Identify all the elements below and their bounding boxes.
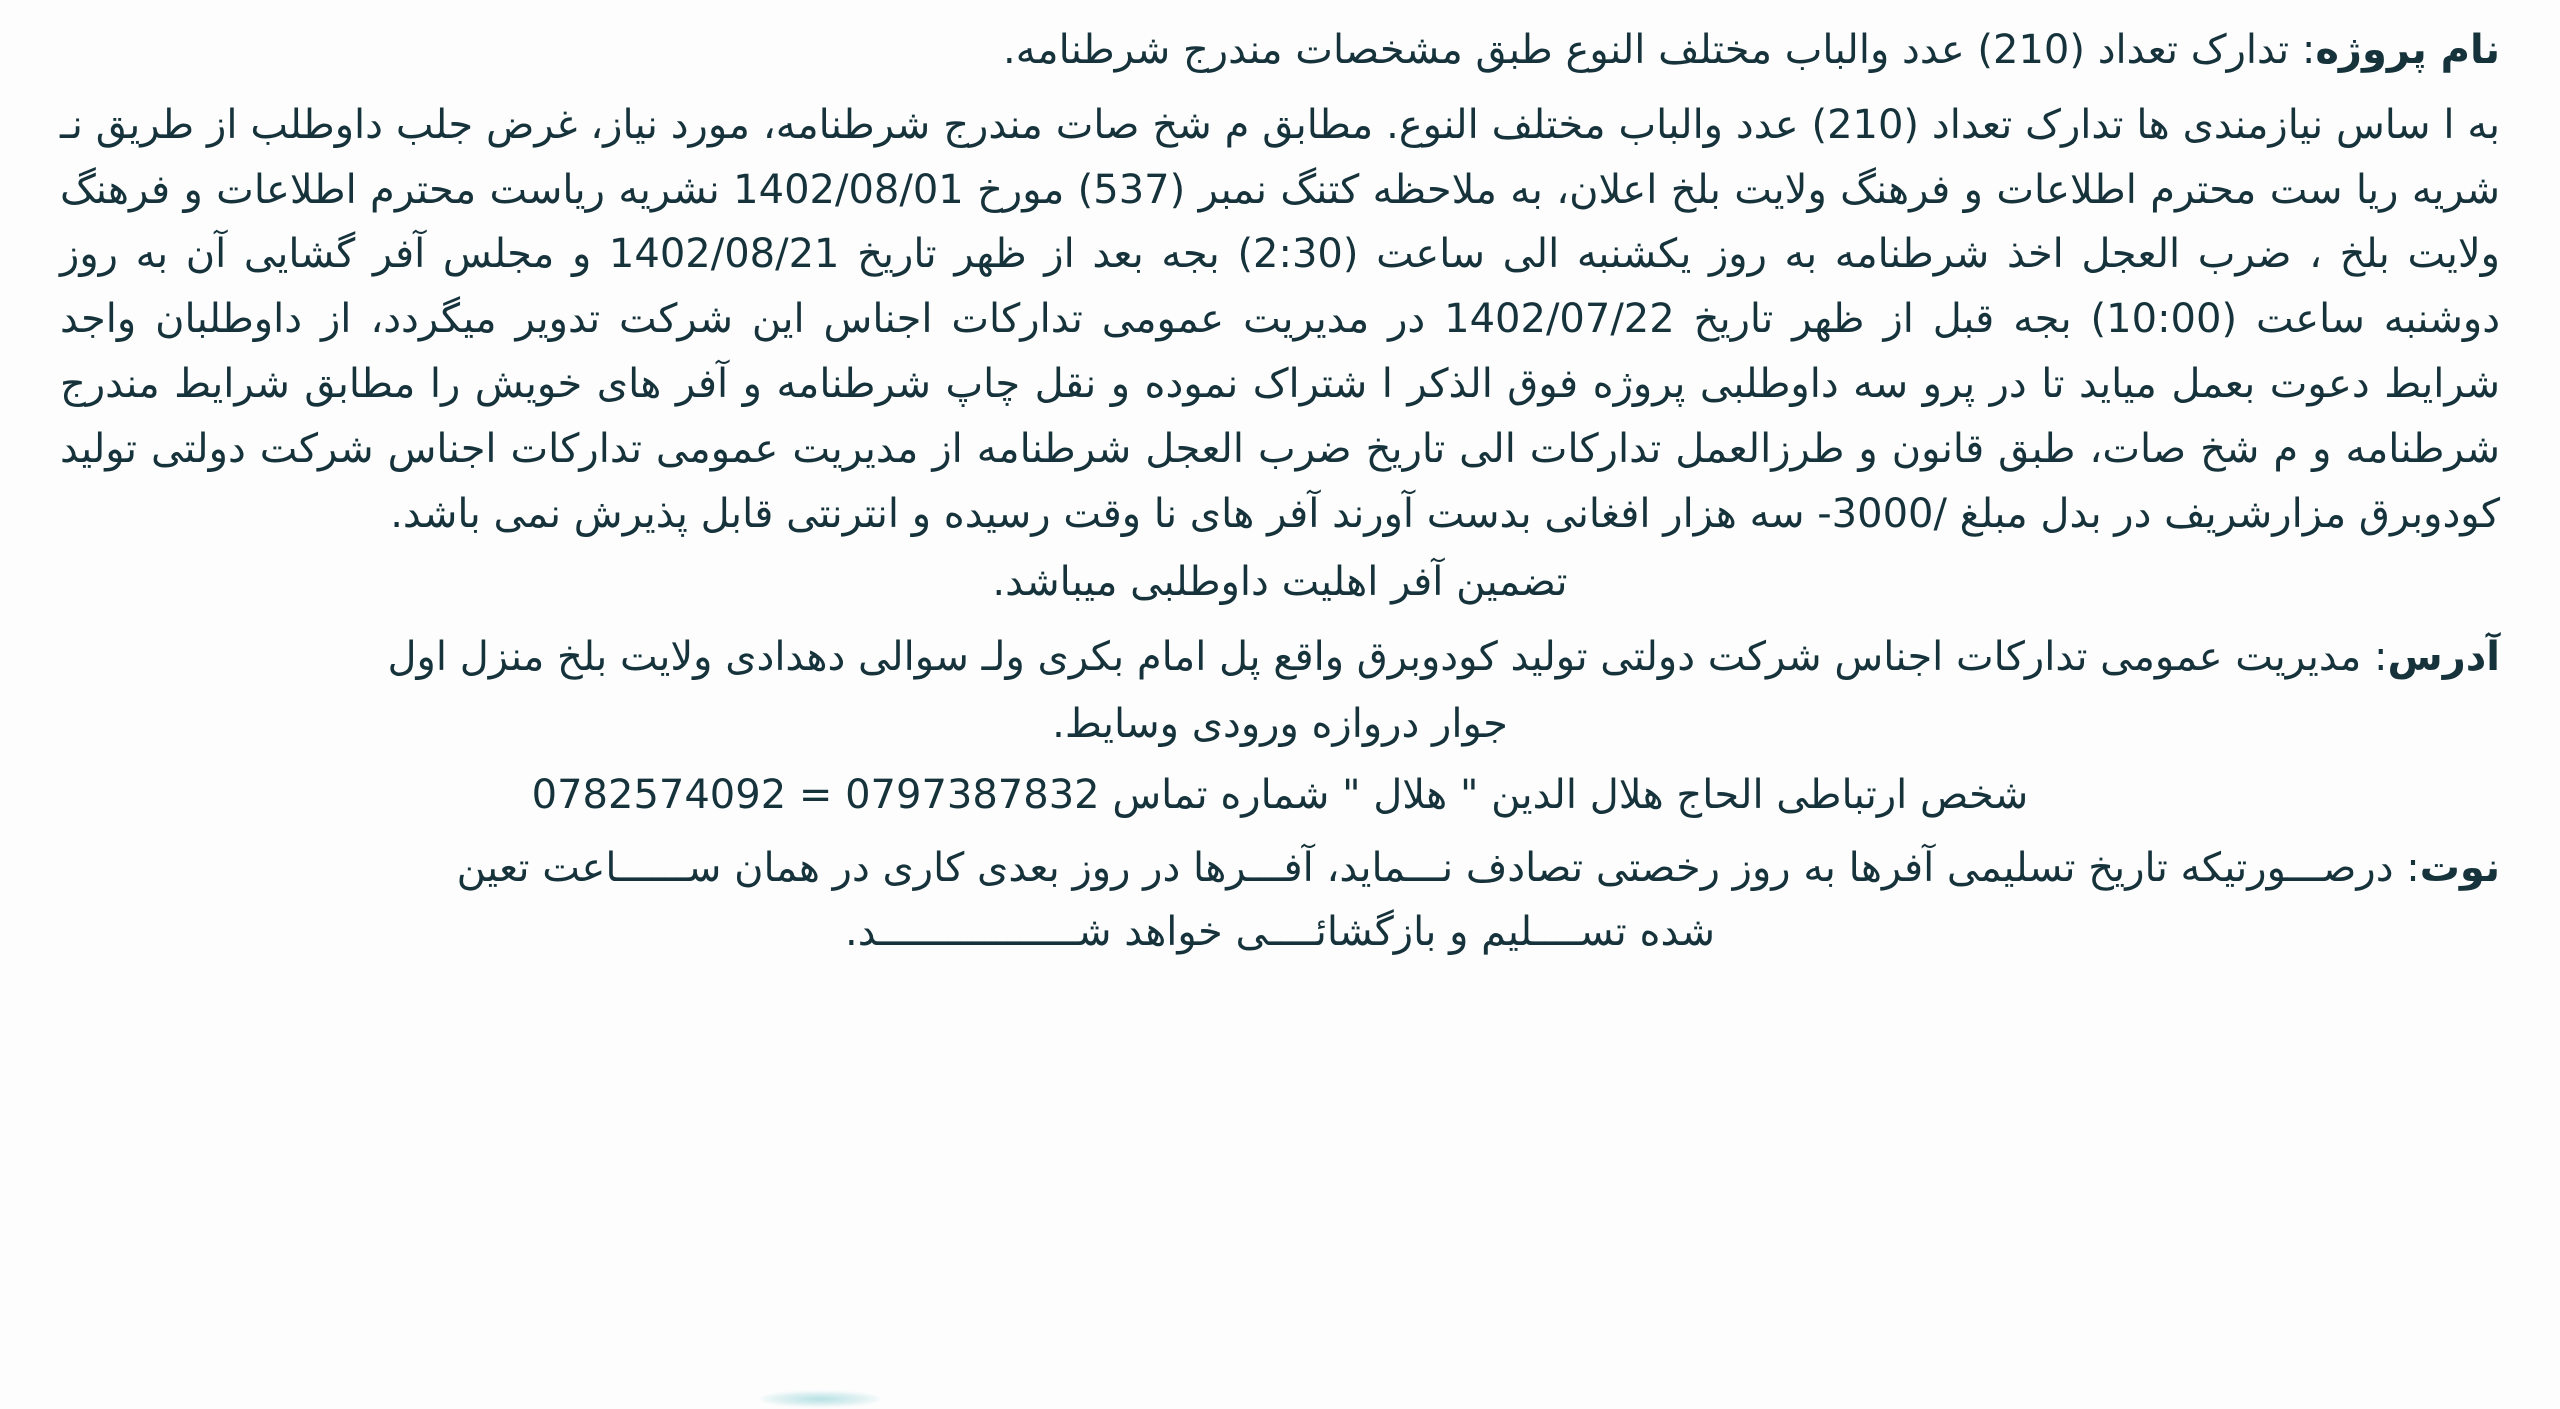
project-name-label: نام پروژه <box>2315 27 2500 73</box>
note-value: : درصـــورتیکه تاریخ تسلیمی آفرها به روز رخصتی تصادف نـــماید، آفـــرها در روز بعدی کاری در همان ســــــاعت تعین <box>456 844 2420 891</box>
project-name-value: : تدارک تعداد (210) عدد والباب مختلف النوع طبق مشخصات مندرج شرطنامه. <box>1002 27 2316 73</box>
address-paragraph <box>60 625 2500 690</box>
address-continuation: جوار دروازه ورودی وسایط. <box>1052 700 1508 747</box>
project-name-paragraph <box>60 18 2500 83</box>
address-label: آدرس <box>2387 634 2500 681</box>
guarantee-line: تضمین آفر اهلیت داوطلبی میباشد. <box>992 559 1568 606</box>
note-continuation: شده تســــلیم و بازگشائــــی خواهد شـــــــــــــــــد. <box>845 909 1715 956</box>
contact-line: شخص ارتباطی الحاج هلال الدین " هلال " شماره تماس 0797387832 = 0782574092 <box>531 771 2029 818</box>
note-label: نوت <box>2419 844 2500 891</box>
announcement-paragraph: به ا ساس نیازمندی ها تدارک تعداد (210) عدد والباب مختلف النوع. مطابق م شخ صات مندرج شرطنامه، مورد نیاز، غرض جلب داوطلب از طریق نـ شریه ریا ست محترم اطلاعات و فرهنگ ولایت بلخ اعلان، به ملاحظه کتنگ نمبر (537) مورخ 1402/08/01 نشریه ریاست محترم اطلاعات و فرهنگ ولایت بلخ ، ضرب العجل اخذ شرطنامه به روز یکشنبه الی ساعت (2:30) بجه بعد از ظهر تاریخ 1402/08/21 و مجلس آفر گشایی آن به روز دوشنبه ساعت (10:00) بجه قبل از ظهر تاریخ 1402/07/22 در مدیریت عمومی تدارکات اجناس این شرکت تدویر میگردد، از داوطلبان واجد شرایط دعوت بعمل میاید تا در پرو سه داوطلبی پروژه فوق الذکر ا شتراک نموده و نقل چاپ شرطنامه و آفر های خویش را مطابق شرایط مندرج شرطنامه و م شخ صات، طبق قانون و طرزالعمل تدارکات الی تاریخ ضرب العجل شرطنامه از مدیریت عمومی تدارکات اجناس شرکت دولتی تولید کودوبرق مزارشریف در بدل مبلغ /3000- سه هزار افغانی بدست آورند آفر های نا وقت رسیده و انترنتی قابل پذیرش نمی باشد. <box>60 101 2501 537</box>
note-paragraph <box>60 836 2500 901</box>
document-body <box>60 18 2500 965</box>
address-value: : مدیریت عمومی تدارکات اجناس شرکت دولتی تولید کودوبرق واقع پل امام بکری ولـ سوالی دهدادی ولایت بلخ منزل اول <box>387 634 2388 681</box>
scan-artifact-smudge <box>760 1391 880 1407</box>
